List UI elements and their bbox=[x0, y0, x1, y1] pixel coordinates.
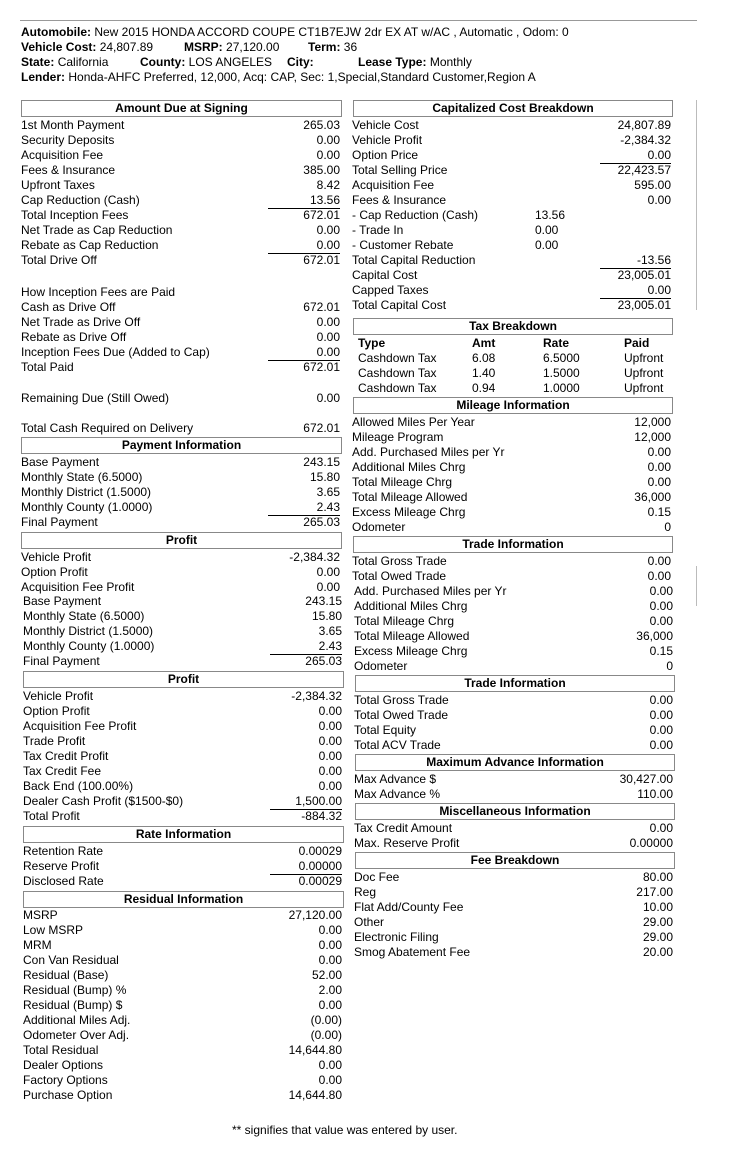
residual-label: Factory Options bbox=[23, 1073, 108, 1087]
mileage-b-label: Total Mileage Chrg bbox=[354, 614, 455, 628]
mileage-b-label: Odometer bbox=[354, 659, 408, 673]
mileage-a-value: 12,000 bbox=[634, 430, 671, 444]
cap-cost-value: -13.56 bbox=[600, 253, 671, 269]
payment-a-value: 243.15 bbox=[303, 455, 340, 469]
mileage-b-label: Excess Mileage Chrg bbox=[354, 644, 468, 658]
trade-b-value: 0.00 bbox=[649, 693, 673, 707]
amount-due-value: 0.00 bbox=[268, 238, 340, 254]
right-edge-rule-2 bbox=[696, 566, 697, 606]
inception-value bbox=[268, 285, 340, 300]
profit-b-label: Vehicle Profit bbox=[23, 689, 94, 703]
residual-label: MSRP bbox=[23, 908, 58, 922]
cap-cost-sub-value: 13.56 bbox=[535, 208, 566, 222]
profit-a-value: 0.00 bbox=[316, 565, 340, 579]
cap-cost-label: Vehicle Profit bbox=[352, 133, 423, 147]
mileage-b-label: Add. Purchased Miles per Yr bbox=[354, 584, 507, 598]
amount-due-label: Net Trade as Cap Reduction bbox=[21, 223, 173, 237]
profit-b-label: Tax Credit Profit bbox=[23, 749, 109, 763]
profit-a-label: Acquisition Fee Profit bbox=[21, 580, 135, 594]
payment-b-label: Monthly County (1.0000) bbox=[23, 639, 155, 653]
cap-cost-sub-value: 0.00 bbox=[535, 223, 559, 237]
rate-value: 0.00029 bbox=[298, 844, 342, 858]
automobile-line: Automobile: New 2015 HONDA ACCORD COUPE CT1B7EJW 2dr EX AT w/AC , Automatic , Odom: 0 bbox=[21, 25, 569, 39]
cap-cost-label: Vehicle Cost bbox=[352, 118, 419, 132]
payment-b-value: 243.15 bbox=[305, 594, 342, 608]
profit-a-value: -2,384.32 bbox=[289, 550, 340, 564]
cap-cost-value: 23,005.01 bbox=[617, 268, 671, 282]
rate-value: 0.00029 bbox=[298, 874, 342, 888]
residual-value: 0.00 bbox=[318, 1058, 342, 1072]
tax-cell: Upfront bbox=[624, 381, 664, 395]
rate-label: Retention Rate bbox=[23, 844, 104, 858]
trade-a-label: Total Gross Trade bbox=[352, 554, 447, 568]
amount-due-value: 385.00 bbox=[303, 163, 340, 177]
msrp-line: MSRP: 27,120.00 bbox=[184, 40, 280, 54]
vehicle-cost-value: 24,807.89 bbox=[99, 40, 154, 54]
rate-label: Reserve Profit bbox=[23, 859, 100, 873]
profit-b-value: 0.00 bbox=[318, 704, 342, 718]
residual-value: 0.00 bbox=[318, 998, 342, 1012]
trade-b-value: 0.00 bbox=[649, 723, 673, 737]
profit-b-label: Total Profit bbox=[23, 809, 80, 823]
amount-due-value: 13.56 bbox=[268, 193, 340, 209]
fees-label: Reg bbox=[354, 885, 377, 899]
residual-label: Total Residual bbox=[23, 1043, 99, 1057]
inception-label: Rebate as Drive Off bbox=[21, 330, 127, 344]
fees-value: 80.00 bbox=[642, 870, 673, 884]
cap-cost-label: Capital Cost bbox=[352, 268, 418, 282]
mileage-a-label: Total Mileage Allowed bbox=[352, 490, 468, 504]
mileage-a-label: Allowed Miles Per Year bbox=[352, 415, 475, 429]
mileage-a-label: Excess Mileage Chrg bbox=[352, 505, 466, 519]
term-line: Term: 36 bbox=[308, 40, 358, 54]
cap-cost-value: 23,005.01 bbox=[617, 298, 671, 312]
lease-type-line: Lease Type: Monthly bbox=[358, 55, 472, 69]
tax-cell: 0.94 bbox=[472, 381, 496, 395]
profit-a-label: Option Profit bbox=[21, 565, 88, 579]
trade-a-title: Trade Information bbox=[353, 536, 673, 553]
residual-label: Odometer Over Adj. bbox=[23, 1028, 130, 1042]
residual-value: 14,644.80 bbox=[288, 1088, 342, 1102]
cap-cost-sub-value: 0.00 bbox=[535, 238, 559, 252]
fees-value: 20.00 bbox=[642, 945, 673, 959]
residual-value: 0.00 bbox=[318, 953, 342, 967]
fees-value: 29.00 bbox=[642, 930, 673, 944]
max-advance-value: 30,427.00 bbox=[619, 772, 673, 786]
profit-b-value: 0.00 bbox=[318, 734, 342, 748]
tax-cell: Cashdown Tax bbox=[358, 366, 437, 380]
cap-cost-value: 595.00 bbox=[634, 178, 671, 192]
profit-a-label: Vehicle Profit bbox=[21, 550, 92, 564]
mileage-b-value: 36,000 bbox=[636, 629, 673, 643]
fees-value: 217.00 bbox=[636, 885, 673, 899]
payment-a-label: Monthly District (1.5000) bbox=[21, 485, 152, 499]
misc-label: Tax Credit Amount bbox=[354, 821, 453, 835]
mileage-b-value: 0.00 bbox=[649, 584, 673, 598]
cap-cost-value bbox=[600, 238, 671, 253]
max-advance-title: Maximum Advance Information bbox=[355, 754, 675, 771]
top-rule bbox=[20, 20, 697, 21]
payment-b-value: 15.80 bbox=[311, 609, 342, 623]
total-cash-label: Total Cash Required on Delivery bbox=[21, 421, 194, 435]
residual-label: Residual (Bump) % bbox=[23, 983, 127, 997]
amount-due-value: 265.03 bbox=[303, 118, 340, 132]
mileage-b-label: Total Mileage Allowed bbox=[354, 629, 470, 643]
residual-label: Dealer Options bbox=[23, 1058, 104, 1072]
county-line: County: LOS ANGELES bbox=[140, 55, 273, 69]
tax-cell: Cashdown Tax bbox=[358, 351, 437, 365]
residual-value: (0.00) bbox=[310, 1013, 342, 1027]
remaining-label: Remaining Due (Still Owed) bbox=[21, 391, 170, 405]
msrp-value: 27,120.00 bbox=[226, 40, 280, 54]
cap-cost-label: Total Capital Reduction bbox=[352, 253, 476, 267]
payment-a-value: 265.03 bbox=[303, 515, 340, 529]
amount-due-label: Cap Reduction (Cash) bbox=[21, 193, 140, 207]
trade-b-value: 0.00 bbox=[649, 708, 673, 722]
tax-title: Tax Breakdown bbox=[353, 318, 673, 335]
profit-a-title: Profit bbox=[21, 532, 342, 549]
mileage-a-value: 0.00 bbox=[647, 445, 671, 459]
trade-b-label: Total Equity bbox=[354, 723, 417, 737]
lender-value: Honda-AHFC Preferred, 12,000, Acq: CAP, Sec: 1,Special,Standard Customer,Region A bbox=[68, 70, 536, 84]
profit-a-value: 0.00 bbox=[316, 580, 340, 594]
payment-a-value: 3.65 bbox=[316, 485, 340, 499]
cap-cost-label: - Customer Rebate bbox=[352, 238, 454, 252]
cap-cost-label: Fees & Insurance bbox=[352, 193, 447, 207]
amount-due-title: Amount Due at Signing bbox=[21, 100, 342, 117]
inception-label: How Inception Fees are Paid bbox=[21, 285, 176, 299]
payment-b-value: 3.65 bbox=[318, 624, 342, 638]
state-line: State: California bbox=[21, 55, 109, 69]
profit-b-value: -884.32 bbox=[301, 809, 342, 823]
profit-b-label: Trade Profit bbox=[23, 734, 86, 748]
cap-cost-value: 0.00 bbox=[647, 193, 671, 207]
amount-due-value: 8.42 bbox=[316, 178, 340, 192]
cap-cost-label: Total Capital Cost bbox=[352, 298, 447, 312]
mileage-a-label: Add. Purchased Miles per Yr bbox=[352, 445, 505, 459]
profit-b-value: 0.00 bbox=[318, 779, 342, 793]
cap-cost-value: -2,384.32 bbox=[620, 133, 671, 147]
inception-label: Inception Fees Due (Added to Cap) bbox=[21, 345, 210, 359]
profit-b-value: 0.00 bbox=[318, 764, 342, 778]
fee-breakdown-title: Fee Breakdown bbox=[355, 852, 675, 869]
residual-label: Additional Miles Adj. bbox=[23, 1013, 131, 1027]
cap-cost-value bbox=[600, 208, 671, 223]
profit-b-value: 0.00 bbox=[318, 719, 342, 733]
inception-label: Cash as Drive Off bbox=[21, 300, 116, 314]
cost-line: Vehicle Cost: 24,807.89 bbox=[21, 40, 154, 54]
fees-value: 29.00 bbox=[642, 915, 673, 929]
tax-cell: Cashdown Tax bbox=[358, 381, 437, 395]
term-value: 36 bbox=[343, 40, 358, 54]
cap-cost-label: - Cap Reduction (Cash) bbox=[352, 208, 479, 222]
tax-header-rate: Rate bbox=[543, 336, 570, 350]
state-value: California bbox=[57, 55, 109, 69]
fees-label: Flat Add/County Fee bbox=[354, 900, 464, 914]
cap-cost-label: Total Selling Price bbox=[352, 163, 448, 177]
tax-cell: 1.40 bbox=[472, 366, 496, 380]
mileage-a-label: Additional Miles Chrg bbox=[352, 460, 466, 474]
inception-value: 672.01 bbox=[303, 360, 340, 374]
residual-value: (0.00) bbox=[310, 1028, 342, 1042]
residual-value: 0.00 bbox=[318, 923, 342, 937]
payment-b-label: Monthly State (6.5000) bbox=[23, 609, 145, 623]
footer-note: ** signifies that value was entered by user. bbox=[232, 1123, 458, 1137]
residual-label: MRM bbox=[23, 938, 52, 952]
residual-value: 2.00 bbox=[318, 983, 342, 997]
mileage-a-value: 36,000 bbox=[634, 490, 671, 504]
payment-a-label: Monthly State (6.5000) bbox=[21, 470, 143, 484]
payment-a-label: Base Payment bbox=[21, 455, 100, 469]
payment-a-value: 15.80 bbox=[309, 470, 340, 484]
mileage-a-value: 0 bbox=[664, 520, 671, 534]
cap-cost-label: - Trade In bbox=[352, 223, 404, 237]
profit-b-value: 1,500.00 bbox=[270, 794, 342, 810]
profit-b-label: Back End (100.00%) bbox=[23, 779, 134, 793]
amount-due-value: 0.00 bbox=[316, 148, 340, 162]
fees-value: 10.00 bbox=[642, 900, 673, 914]
payment-a-value: 2.43 bbox=[268, 500, 340, 516]
residual-label: Residual (Bump) $ bbox=[23, 998, 123, 1012]
tax-header-paid: Paid bbox=[624, 336, 650, 350]
fees-label: Other bbox=[354, 915, 385, 929]
payment-b-label: Final Payment bbox=[23, 654, 100, 668]
residual-label: Low MSRP bbox=[23, 923, 84, 937]
tax-header-amt: Amt bbox=[472, 336, 496, 350]
cap-cost-value: 24,807.89 bbox=[617, 118, 671, 132]
mileage-a-value: 0.00 bbox=[647, 475, 671, 489]
inception-value: 672.01 bbox=[303, 300, 340, 314]
mileage-a-label: Total Mileage Chrg bbox=[352, 475, 453, 489]
amount-due-value: 672.01 bbox=[303, 208, 340, 222]
profit-b-value: -2,384.32 bbox=[291, 689, 342, 703]
inception-label: Net Trade as Drive Off bbox=[21, 315, 141, 329]
max-advance-label: Max Advance $ bbox=[354, 772, 437, 786]
profit-b-value: 0.00 bbox=[318, 749, 342, 763]
rate-value: 0.00000 bbox=[270, 859, 342, 875]
payment-b-label: Base Payment bbox=[23, 594, 102, 608]
amount-due-label: Acquisition Fee bbox=[21, 148, 104, 162]
payment-b-label: Monthly District (1.5000) bbox=[23, 624, 154, 638]
residual-value: 0.00 bbox=[318, 938, 342, 952]
residual-value: 52.00 bbox=[311, 968, 342, 982]
right-edge-rule bbox=[696, 100, 697, 310]
amount-due-label: Rebate as Cap Reduction bbox=[21, 238, 159, 252]
fees-label: Smog Abatement Fee bbox=[354, 945, 471, 959]
tax-cell: 1.0000 bbox=[543, 381, 580, 395]
residual-label: Residual (Base) bbox=[23, 968, 109, 982]
mileage-b-label: Additional Miles Chrg bbox=[354, 599, 468, 613]
inception-value: 0.00 bbox=[316, 315, 340, 329]
residual-value: 14,644.80 bbox=[288, 1043, 342, 1057]
tax-cell: 6.5000 bbox=[543, 351, 580, 365]
trade-b-label: Total Gross Trade bbox=[354, 693, 449, 707]
lease-type-value: Monthly bbox=[429, 55, 472, 69]
misc-label: Max. Reserve Profit bbox=[354, 836, 460, 850]
amount-due-value: 0.00 bbox=[316, 223, 340, 237]
residual-label: Con Van Residual bbox=[23, 953, 119, 967]
trade-b-label: Total Owed Trade bbox=[354, 708, 449, 722]
rate-label: Disclosed Rate bbox=[23, 874, 104, 888]
inception-value: 0.00 bbox=[316, 330, 340, 344]
residual-value: 0.00 bbox=[318, 1073, 342, 1087]
fees-label: Doc Fee bbox=[354, 870, 400, 884]
payment-b-value: 2.43 bbox=[270, 639, 342, 655]
lender-line: Lender: Honda-AHFC Preferred, 12,000, Acq: CAP, Sec: 1,Special,Standard Customer,Region A bbox=[21, 70, 536, 84]
residual-info-title: Residual Information bbox=[23, 891, 344, 908]
profit-b-label: Dealer Cash Profit ($1500-$0) bbox=[23, 794, 184, 808]
tax-cell: 1.5000 bbox=[543, 366, 580, 380]
amount-due-label: 1st Month Payment bbox=[21, 118, 125, 132]
residual-value: 27,120.00 bbox=[288, 908, 342, 922]
city-line: City: bbox=[287, 55, 314, 69]
trade-a-value: 0.00 bbox=[647, 569, 671, 583]
max-advance-value: 110.00 bbox=[637, 787, 673, 801]
inception-label: Total Paid bbox=[21, 360, 74, 374]
payment-b-value: 265.03 bbox=[305, 654, 342, 668]
cap-cost-value: 0.00 bbox=[600, 148, 671, 164]
mileage-a-label: Odometer bbox=[352, 520, 406, 534]
amount-due-label: Total Inception Fees bbox=[21, 208, 129, 222]
cap-cost-label: Capped Taxes bbox=[352, 283, 429, 297]
amount-due-value: 0.00 bbox=[316, 133, 340, 147]
payment-a-label: Monthly County (1.0000) bbox=[21, 500, 153, 514]
payment-info-title: Payment Information bbox=[21, 437, 342, 454]
cap-cost-label: Option Price bbox=[352, 148, 419, 162]
profit-b-title: Profit bbox=[23, 671, 344, 688]
cap-cost-value: 22,423.57 bbox=[617, 163, 671, 177]
tax-cell: Upfront bbox=[624, 366, 664, 380]
tax-cell: 6.08 bbox=[472, 351, 496, 365]
amount-due-label: Total Drive Off bbox=[21, 253, 97, 267]
max-advance-label: Max Advance % bbox=[354, 787, 441, 801]
total-cash-value: 672.01 bbox=[303, 421, 340, 435]
mileage-a-title: Mileage Information bbox=[353, 397, 673, 414]
mileage-b-value: 0.00 bbox=[649, 614, 673, 628]
payment-a-label: Final Payment bbox=[21, 515, 98, 529]
mileage-a-value: 0.15 bbox=[647, 505, 671, 519]
amount-due-label: Upfront Taxes bbox=[21, 178, 95, 192]
automobile-value: New 2015 HONDA ACCORD COUPE CT1B7EJW 2dr EX AT w/AC , Automatic , Odom: 0 bbox=[94, 25, 569, 39]
tax-header-type: Type bbox=[358, 336, 386, 350]
residual-label: Purchase Option bbox=[23, 1088, 113, 1102]
trade-b-value: 0.00 bbox=[649, 738, 673, 752]
profit-b-label: Option Profit bbox=[23, 704, 90, 718]
misc-value: 0.00 bbox=[649, 821, 673, 835]
trade-b-label: Total ACV Trade bbox=[354, 738, 441, 752]
profit-b-label: Acquisition Fee Profit bbox=[23, 719, 137, 733]
cap-cost-title: Capitalized Cost Breakdown bbox=[353, 100, 673, 117]
amount-due-label: Fees & Insurance bbox=[21, 163, 116, 177]
cap-cost-value: 0.00 bbox=[600, 283, 671, 299]
tax-cell: Upfront bbox=[624, 351, 664, 365]
trade-a-label: Total Owed Trade bbox=[352, 569, 447, 583]
trade-b-title: Trade Information bbox=[355, 675, 675, 692]
mileage-b-value: 0 bbox=[666, 659, 673, 673]
mileage-a-value: 12,000 bbox=[634, 415, 671, 429]
mileage-a-value: 0.00 bbox=[647, 460, 671, 474]
inception-value: 0.00 bbox=[268, 345, 340, 361]
amount-due-value: 672.01 bbox=[303, 253, 340, 267]
cap-cost-value bbox=[600, 223, 671, 238]
misc-info-title: Miscellaneous Information bbox=[355, 803, 675, 820]
trade-a-value: 0.00 bbox=[647, 554, 671, 568]
amount-due-label: Security Deposits bbox=[21, 133, 115, 147]
fees-label: Electronic Filing bbox=[354, 930, 439, 944]
mileage-b-value: 0.00 bbox=[649, 599, 673, 613]
county-value: LOS ANGELES bbox=[188, 55, 273, 69]
mileage-b-value: 0.15 bbox=[649, 644, 673, 658]
profit-b-label: Tax Credit Fee bbox=[23, 764, 102, 778]
misc-value: 0.00000 bbox=[629, 836, 673, 850]
cap-cost-label: Acquisition Fee bbox=[352, 178, 435, 192]
mileage-a-label: Mileage Program bbox=[352, 430, 444, 444]
rate-info-title: Rate Information bbox=[23, 826, 344, 843]
remaining-value: 0.00 bbox=[316, 391, 340, 405]
